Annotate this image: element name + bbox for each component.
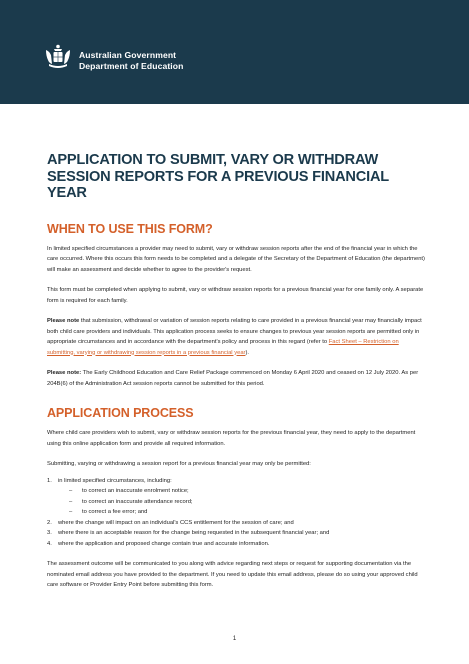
list-item: [47, 476, 425, 518]
list-number: 4.: [47, 540, 52, 547]
paragraph: This form must be completed when applying to submit, vary or withdraw session reports for a previous financial year for one family only. A separate form is required for each family.: [47, 287, 424, 304]
document-title: APPLICATION TO SUBMIT, VARY OR WITHDRAW SESSION REPORTS FOR A PREVIOUS FINANCIAL YEAR: [47, 152, 389, 201]
list-item: [47, 539, 425, 550]
conditions-list: [47, 476, 425, 550]
paragraph-text: The Early Childhood Education and Care Relief Package commenced on Monday 6 April 2020 and ceased on 12 July 2020. As per 204B(6) of the Administration Act session reports cannot be submitted for this period.: [47, 370, 419, 387]
paragraph: [47, 368, 425, 389]
note-label: Please note:: [47, 370, 82, 376]
section-heading-when-to-use: WHEN TO USE THIS FORM?: [47, 221, 213, 236]
paragraph: The assessment outcome will be communicated to you along with advice regarding next steps or request for supporting documentation via the nominated email address you have provided to the department. If you need to update this email address, please do so using your approved child care software or Provider Entry Point before submitting this form.: [47, 561, 418, 588]
department-name: Department of Education: [79, 61, 184, 71]
page-number: 1: [232, 636, 237, 642]
list-number: 3.: [47, 530, 52, 536]
list-item-text: in limited specified circumstances, including:: [58, 477, 172, 484]
document-body: [47, 152, 425, 591]
sub-list-item: [58, 497, 425, 508]
sub-list-item: [58, 486, 425, 497]
paragraph: In limited specified circumstances a provider may need to submit, vary or withdraw session reports after the end of the financial year in which the care occurred. Where this occurs this form needs to be completed and a delegate of the Secretary of the Department of Education (the department) will make an assessment and decide whether to agree to the provider's request.: [47, 245, 425, 273]
paragraph-text: that submission, withdrawal or variation of session reports relating to care provided in a previous financial year may financially impact both child care providers and individuals. This application process seeks to ensure changes to previous year session reports are permitted only in appropriate circumstances and in accordance with the department's policy and process in this regard (refer to: [47, 318, 422, 345]
government-name: Australian Government: [79, 50, 177, 60]
sub-list: [58, 486, 425, 518]
list-item: [47, 528, 425, 539]
fact-sheet-link[interactable]: Fact Sheet – Restriction on submitting, varying or withdrawing session reports in a previous financial year: [47, 339, 399, 356]
list-number: 1.: [47, 477, 52, 484]
sub-list-item-text: to correct an inaccurate attendance record;: [82, 498, 193, 505]
paragraph-text: ).: [245, 349, 250, 356]
dash-bullet: –: [69, 498, 73, 505]
paragraph: Submitting, varying or withdrawing a session report for a previous financial year may only be permitted:: [47, 461, 311, 467]
list-item-text: where there is an acceptable reason for the change being requested in the subsequent financial year; and: [58, 530, 330, 536]
header-band: [0, 0, 469, 104]
sub-list-item: [58, 507, 425, 518]
sub-list-item-text: to correct a fee error; and: [82, 509, 148, 515]
list-number: 2.: [47, 519, 52, 526]
list-item: [47, 518, 425, 529]
sub-list-item-text: to correct an inaccurate enrolment notice;: [82, 488, 189, 494]
list-item-text: where the application and proposed change contain true and accurate information.: [58, 540, 270, 547]
note-label: Please note: [47, 318, 80, 324]
dash-bullet: –: [69, 509, 73, 515]
paragraph: Where child care providers wish to submit, vary or withdraw session reports for the previous financial year, they need to apply to the department using this online application form and provide all required information.: [47, 430, 416, 447]
dash-bullet: –: [69, 488, 73, 494]
paragraph: [47, 316, 425, 358]
section-heading-application-process: APPLICATION PROCESS: [47, 406, 194, 420]
list-item-text: where the change will impact on an individual's CCS entitlement for the session of care; and: [58, 519, 294, 526]
coat-of-arms-icon: [43, 44, 73, 70]
